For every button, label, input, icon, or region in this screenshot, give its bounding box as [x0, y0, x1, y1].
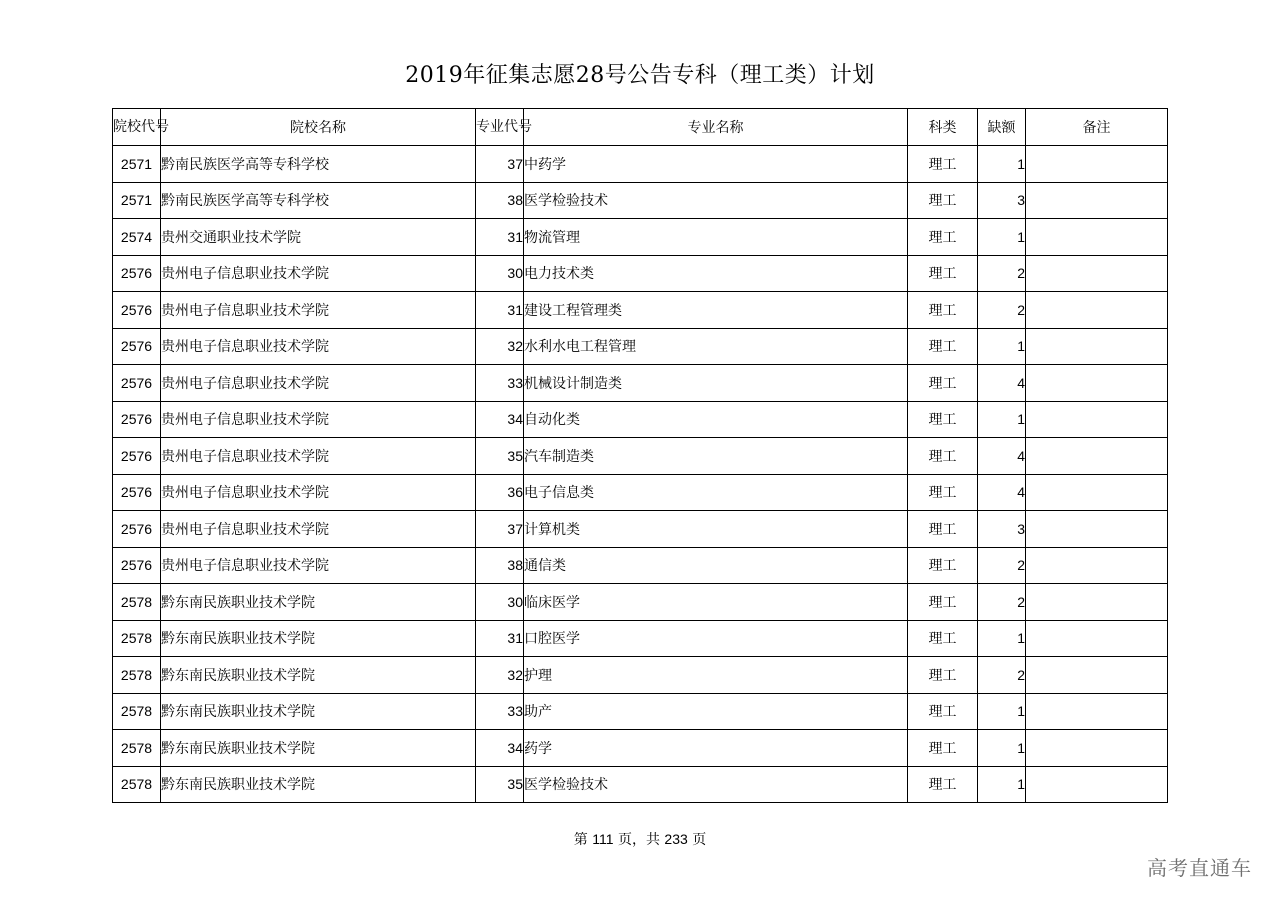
cell-remark	[1026, 438, 1168, 475]
cell-remark	[1026, 365, 1168, 402]
cell-category: 理工	[908, 547, 978, 584]
cell-remark	[1026, 146, 1168, 183]
cell-category: 理工	[908, 255, 978, 292]
cell-category: 理工	[908, 292, 978, 329]
cell-category: 理工	[908, 219, 978, 256]
cell-remark	[1026, 219, 1168, 256]
footer-middle: 页，共	[617, 832, 660, 848]
cell-category: 理工	[908, 766, 978, 803]
cell-school-code: 2571	[113, 146, 161, 183]
cell-school-name: 贵州交通职业技术学院	[161, 219, 476, 256]
cell-major-name: 物流管理	[524, 219, 908, 256]
cell-quota: 4	[978, 365, 1026, 402]
cell-school-code: 2578	[113, 693, 161, 730]
cell-major-code: 34	[476, 401, 524, 438]
table-row	[113, 620, 1168, 657]
watermark-text: 高考直通车	[1147, 856, 1252, 880]
footer-page-number: 111	[592, 831, 614, 847]
cell-school-code: 2576	[113, 328, 161, 365]
cell-major-code: 36	[476, 474, 524, 511]
cell-major-code: 34	[476, 730, 524, 767]
cell-school-name: 黔东南民族职业技术学院	[161, 657, 476, 694]
cell-school-code: 2578	[113, 620, 161, 657]
cell-school-name: 黔东南民族职业技术学院	[161, 693, 476, 730]
cell-school-name: 黔东南民族职业技术学院	[161, 766, 476, 803]
cell-school-name: 黔南民族医学高等专科学校	[161, 146, 476, 183]
cell-major-name: 护理	[524, 657, 908, 694]
cell-major-code: 35	[476, 766, 524, 803]
cell-major-code: 30	[476, 584, 524, 621]
header-school-code: 院校代号	[113, 109, 161, 146]
cell-remark	[1026, 657, 1168, 694]
page-footer	[0, 829, 1280, 849]
cell-category: 理工	[908, 182, 978, 219]
cell-school-name: 黔南民族医学高等专科学校	[161, 182, 476, 219]
cell-quota: 1	[978, 730, 1026, 767]
cell-major-code: 30	[476, 255, 524, 292]
cell-category: 理工	[908, 693, 978, 730]
cell-remark	[1026, 511, 1168, 548]
cell-major-name: 通信类	[524, 547, 908, 584]
table-row	[113, 365, 1168, 402]
cell-school-name: 贵州电子信息职业技术学院	[161, 255, 476, 292]
cell-major-code: 37	[476, 511, 524, 548]
cell-school-name: 贵州电子信息职业技术学院	[161, 438, 476, 475]
cell-category: 理工	[908, 511, 978, 548]
cell-remark	[1026, 730, 1168, 767]
cell-major-code: 38	[476, 182, 524, 219]
cell-remark	[1026, 255, 1168, 292]
cell-school-code: 2576	[113, 438, 161, 475]
cell-major-code: 31	[476, 620, 524, 657]
cell-quota: 4	[978, 474, 1026, 511]
cell-major-code: 31	[476, 219, 524, 256]
cell-category: 理工	[908, 365, 978, 402]
cell-major-code: 33	[476, 365, 524, 402]
cell-major-code: 32	[476, 328, 524, 365]
cell-school-name: 贵州电子信息职业技术学院	[161, 547, 476, 584]
cell-remark	[1026, 328, 1168, 365]
cell-category: 理工	[908, 401, 978, 438]
cell-category: 理工	[908, 730, 978, 767]
table-row	[113, 182, 1168, 219]
cell-school-name: 贵州电子信息职业技术学院	[161, 365, 476, 402]
cell-major-name: 自动化类	[524, 401, 908, 438]
table-row	[113, 328, 1168, 365]
cell-quota: 4	[978, 438, 1026, 475]
cell-quota: 2	[978, 547, 1026, 584]
table-row	[113, 766, 1168, 803]
cell-major-name: 药学	[524, 730, 908, 767]
plan-table	[112, 108, 1168, 803]
footer-prefix: 第	[573, 832, 588, 848]
cell-category: 理工	[908, 657, 978, 694]
cell-quota: 1	[978, 401, 1026, 438]
cell-major-code: 31	[476, 292, 524, 329]
cell-school-name: 贵州电子信息职业技术学院	[161, 401, 476, 438]
cell-major-name: 水利水电工程管理	[524, 328, 908, 365]
cell-quota: 2	[978, 584, 1026, 621]
cell-major-name: 机械设计制造类	[524, 365, 908, 402]
cell-remark	[1026, 292, 1168, 329]
cell-school-name: 黔东南民族职业技术学院	[161, 620, 476, 657]
table-row	[113, 219, 1168, 256]
cell-major-code: 35	[476, 438, 524, 475]
header-remark: 备注	[1026, 109, 1168, 146]
cell-major-name: 医学检验技术	[524, 182, 908, 219]
cell-quota: 1	[978, 620, 1026, 657]
cell-remark	[1026, 766, 1168, 803]
cell-school-code: 2576	[113, 292, 161, 329]
cell-major-name: 助产	[524, 693, 908, 730]
cell-remark	[1026, 474, 1168, 511]
table-row	[113, 146, 1168, 183]
table-row	[113, 255, 1168, 292]
cell-quota: 1	[978, 328, 1026, 365]
cell-school-name: 黔东南民族职业技术学院	[161, 730, 476, 767]
cell-remark	[1026, 693, 1168, 730]
cell-school-name: 贵州电子信息职业技术学院	[161, 511, 476, 548]
table-header-row	[113, 109, 1168, 146]
cell-quota: 3	[978, 182, 1026, 219]
cell-remark	[1026, 547, 1168, 584]
cell-school-name: 黔东南民族职业技术学院	[161, 584, 476, 621]
table-row	[113, 730, 1168, 767]
cell-remark	[1026, 182, 1168, 219]
cell-category: 理工	[908, 620, 978, 657]
cell-major-code: 33	[476, 693, 524, 730]
cell-school-code: 2578	[113, 766, 161, 803]
table-row	[113, 547, 1168, 584]
table-row	[113, 438, 1168, 475]
cell-major-name: 口腔医学	[524, 620, 908, 657]
cell-school-code: 2578	[113, 730, 161, 767]
table-row	[113, 474, 1168, 511]
cell-quota: 1	[978, 219, 1026, 256]
cell-category: 理工	[908, 474, 978, 511]
header-major-name: 专业名称	[524, 109, 908, 146]
cell-school-name: 贵州电子信息职业技术学院	[161, 328, 476, 365]
cell-major-name: 临床医学	[524, 584, 908, 621]
table-row	[113, 693, 1168, 730]
cell-remark	[1026, 584, 1168, 621]
cell-school-code: 2571	[113, 182, 161, 219]
header-quota: 缺额	[978, 109, 1026, 146]
table-row	[113, 292, 1168, 329]
cell-school-name: 贵州电子信息职业技术学院	[161, 292, 476, 329]
cell-major-name: 汽车制造类	[524, 438, 908, 475]
cell-major-code: 38	[476, 547, 524, 584]
cell-quota: 3	[978, 511, 1026, 548]
footer-total-pages: 233	[664, 831, 688, 847]
cell-school-code: 2576	[113, 474, 161, 511]
cell-school-code: 2576	[113, 401, 161, 438]
cell-school-code: 2576	[113, 511, 161, 548]
cell-school-code: 2578	[113, 657, 161, 694]
cell-major-name: 医学检验技术	[524, 766, 908, 803]
cell-remark	[1026, 401, 1168, 438]
cell-category: 理工	[908, 438, 978, 475]
cell-major-name: 建设工程管理类	[524, 292, 908, 329]
cell-major-name: 计算机类	[524, 511, 908, 548]
table-row	[113, 657, 1168, 694]
header-category: 科类	[908, 109, 978, 146]
table-body	[113, 146, 1168, 803]
header-school-name: 院校名称	[161, 109, 476, 146]
cell-category: 理工	[908, 328, 978, 365]
table-row	[113, 511, 1168, 548]
cell-school-code: 2578	[113, 584, 161, 621]
cell-quota: 2	[978, 255, 1026, 292]
cell-remark	[1026, 620, 1168, 657]
cell-school-code: 2576	[113, 255, 161, 292]
cell-school-code: 2576	[113, 547, 161, 584]
cell-school-name: 贵州电子信息职业技术学院	[161, 474, 476, 511]
cell-major-code: 37	[476, 146, 524, 183]
header-major-code: 专业代号	[476, 109, 524, 146]
cell-major-name: 电子信息类	[524, 474, 908, 511]
cell-school-code: 2574	[113, 219, 161, 256]
cell-category: 理工	[908, 146, 978, 183]
cell-category: 理工	[908, 584, 978, 621]
cell-quota: 2	[978, 292, 1026, 329]
cell-major-name: 中药学	[524, 146, 908, 183]
cell-major-name: 电力技术类	[524, 255, 908, 292]
cell-quota: 1	[978, 766, 1026, 803]
cell-quota: 1	[978, 146, 1026, 183]
table-row	[113, 584, 1168, 621]
cell-major-code: 32	[476, 657, 524, 694]
cell-quota: 2	[978, 657, 1026, 694]
cell-quota: 1	[978, 693, 1026, 730]
cell-school-code: 2576	[113, 365, 161, 402]
table-row	[113, 401, 1168, 438]
page-title: 2019年征集志愿28号公告专科（理工类）计划	[405, 63, 875, 88]
footer-suffix: 页	[692, 832, 707, 848]
